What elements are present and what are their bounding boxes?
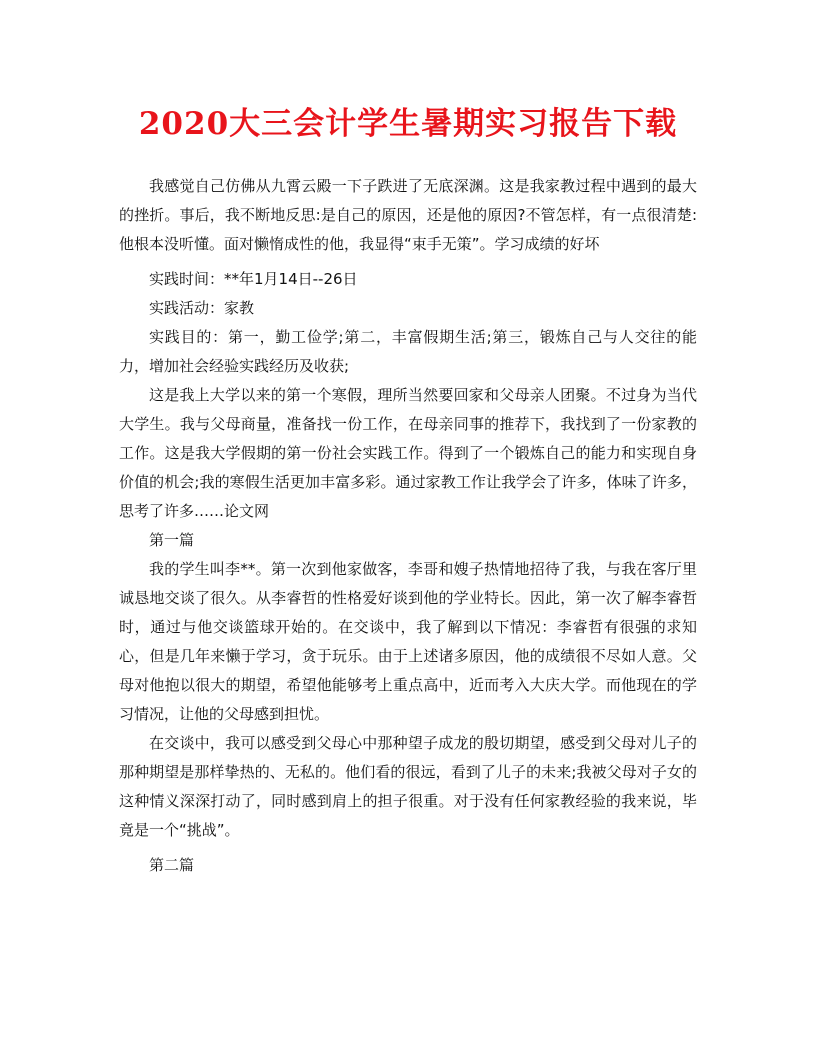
paragraph-practice-purpose: 实践目的：第一，勤工俭学;第二，丰富假期生活;第三，锻炼自己与人交往的能力，增加社会经验实践经历及收获;: [119, 328, 697, 375]
paragraph-conversation: 在交谈中，我可以感受到父母心中那种望子成龙的殷切期望，感受到父母对儿子的那种期望是那样挚热的、无私的。他们看的很远，看到了儿子的未来;我被父母对子女的这种情义深深打动了，同时感到肩上的担子很重。对于没有任何家教经验的我来说，毕竟是一个“挑战”。: [119, 734, 697, 839]
section-heading-first: 第一篇: [149, 531, 195, 549]
document-title: 2020大三会计学生暑期实习报告下载: [138, 106, 678, 142]
section-heading-second: 第二篇: [149, 856, 195, 874]
paragraph-student: 我的学生叫李**。第一次到他家做客，李哥和嫂子热情地招待了我，与我在客厅里诚恳地交谈了很久。从李睿哲的性格爱好谈到他的学业特长。因此，第一次了解李睿哲时，通过与他交谈篮球开始的。在交谈中，我了解到以下情况：李睿哲有很强的求知心，但是几年来懒于学习，贪于玩乐。由于上述诸多原因，他的成绩很不尽如人意。父母对他抱以很大的期望，希望他能够考上重点高中，近而考入大庆大学。而他现在的学习情况，让他的父母感到担忧。: [119, 560, 697, 723]
paragraph-intro: 我感觉自己仿佛从九霄云殿一下子跌进了无底深渊。这是我家教过程中遇到的最大的挫折。事后，我不断地反思:是自己的原因，还是他的原因?不管怎样，有一点很清楚:他根本没听懂。面对懒惰成性的他，我显得“束手无策”。学习成绩的好坏: [119, 177, 697, 253]
paragraph-winter-break: 这是我上大学以来的第一个寒假，理所当然要回家和父母亲人团聚。不过身为当代大学生。我与父母商量，准备找一份工作，在母亲同事的推荐下，我找到了一份家教的工作。这是我大学假期的第一份社会实践工作。得到了一个锻炼自己的能力和实现自身价值的机会;我的寒假生活更加丰富多彩。通过家教工作让我学会了许多，体味了许多，思考了许多……论文网: [119, 386, 697, 520]
paragraph-practice-time: 实践时间：**年1月14日--26日: [149, 270, 358, 288]
document-body: [119, 172, 697, 880]
paragraph-practice-activity: 实践活动：家教: [149, 299, 255, 317]
